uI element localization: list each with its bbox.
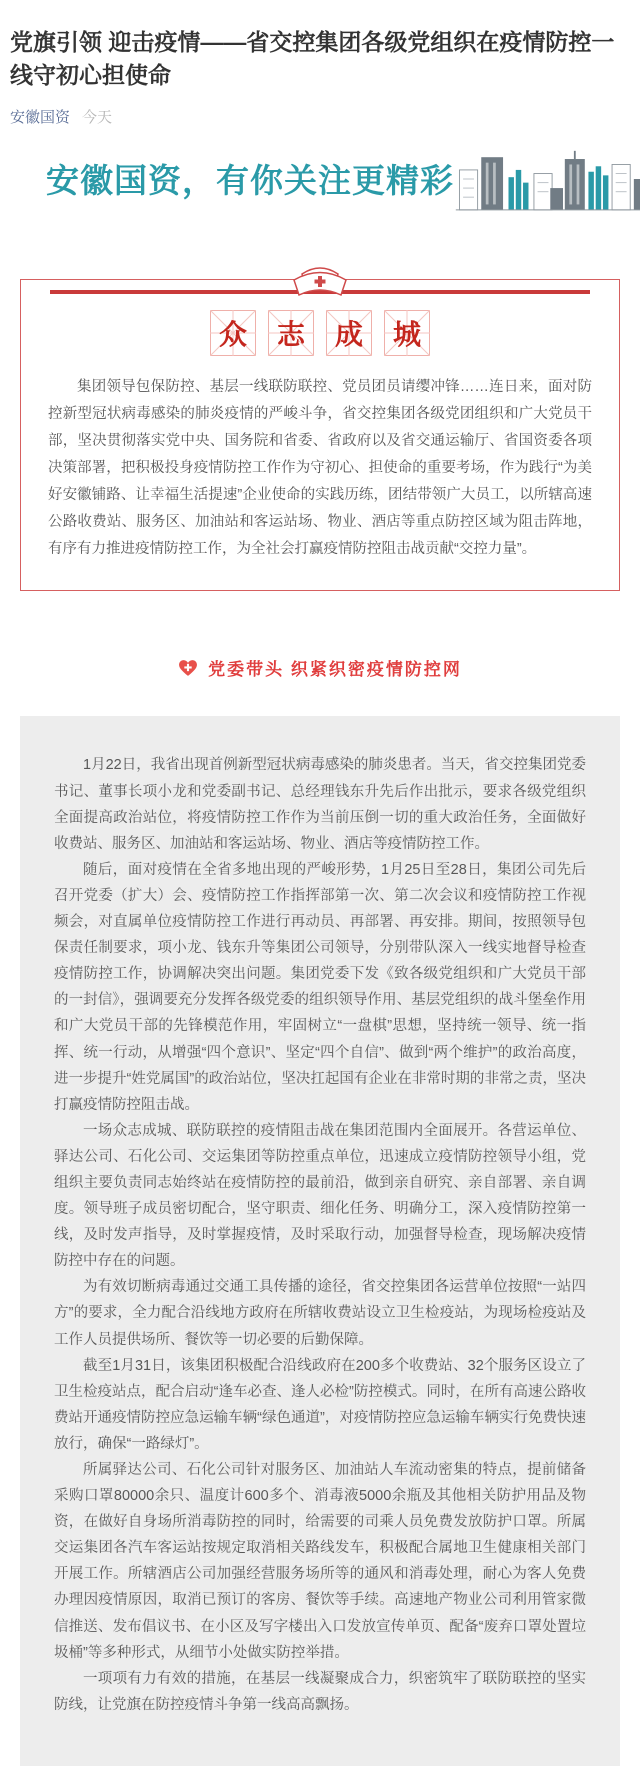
motto-char-cell [268, 310, 314, 356]
article-paragraph: 一场众志成城、联防联控的疫情阻击战在集团范围内全面展开。各营运单位、驿达公司、石化公司、交运集团等防控重点单位，迅速成立疫情防控领导小组，党组织主要负责同志始终站在疫情防控的最前沿，做到亲自研究、亲自部署、亲自调度。领导班子成员密切配合，坚守职责、细化任务、明确分工，深入疫情防控第一线，及时发声指导，及时掌握疫情，及时采取行动，加强督导检查，现场解决疫情防控中存在的问题。 [54, 1122, 586, 1270]
article-paragraph: 为有效切断病毒通过交通工具传播的途径，省交控集团各运营单位按照“一站四方”的要求，全力配合沿线地方政府在所辖收费站设立卫生检疫站，为现场检疫站及工作人员提供场所、餐饮等一切必要的后勤保障。 [54, 1279, 586, 1348]
motto-char: 成 [334, 319, 363, 351]
banner-image [8, 143, 632, 215]
publish-date: 今天 [82, 108, 113, 126]
motto-char-cell [384, 310, 430, 356]
nurse-cap-icon [285, 258, 355, 298]
motto-box-paragraph: 集团领导包保防控、基层一线联防联控、党员团员请缨冲锋……连日来，面对防控新型冠状病毒感染的肺炎疫情的严峻斗争，省交控集团各级党团组织和广大党员干部，坚决贯彻落实党中央、国务院和省委、省政府以及省交通运输厅、省国资委各项决策部署，把积极投身疫情防控工作作为守初心、担使命的重要考场，作为践行“为美好安徽铺路、让幸福生活提速”企业使命的实践历练，团结带领广大员工，以所辖高速公路收费站、服务区、加油站和客运站场、物业、酒店等重点防控区域为阻击阵地，有序有力推进疫情防控工作，为全社会打赢疫情防控阻击战贡献“交控力量”。 [48, 378, 592, 557]
article-paragraph: 随后，面对疫情在全省多地出现的严峻形势，1月25日至28日，集团公司先后召开党委（扩大）会、疫情防控工作指挥部第一次、第二次会议和疫情防控工作视频会，对直属单位疫情防控工作进行再动员、再部署、再安排。期间，按照领导包保责任制要求，项小龙、钱东升等集团公司领导，分别带队深入一线实地督导检查疫情防控工作，协调解决突出问题。集团党委下发《致各级党组织和广大党员干部的一封信》，强调要充分发挥各级党委的组织领导作用、基层党组织的战斗堡垒作用和广大党员干部的先锋模范作用，牢固树立“一盘棋”思想，坚持统一领导、统一指挥、统一行动，从增强“四个意识”、坚定“四个自信”、做到“两个维护”的政治高度，进一步提升“姓党属国”的政治站位，坚决扛起国有企业在非常时期的非常之责，坚决打赢疫情防控阻击战。 [54, 861, 586, 1113]
motto-char-cell [210, 310, 256, 356]
heart-icon [178, 659, 198, 677]
banner-slogan: 安徽国资，有你关注更精彩 [46, 162, 454, 200]
motto-box [20, 279, 620, 592]
article-body-box [20, 716, 620, 1765]
motto-char: 城 [392, 319, 421, 351]
article-title: 党旗引领 迎击疫情——省交控集团各级党组织在疫情防控一线守初心担使命 [10, 29, 615, 89]
motto-char: 众 [218, 319, 247, 351]
article-paragraph: 1月22日，我省出现首例新型冠状病毒感染的肺炎患者。当天，省交控集团党委书记、董事长项小龙和党委副书记、总经理钱东升先后作出批示，要求各级党组织全面提高政治站位，将疫情防控工作作为当前压倒一切的重大政治任务，全面做好收费站、服务区、加油站和客运站场、物业、酒店等疫情防控工作。 [54, 757, 586, 852]
article-paragraph: 所属驿达公司、石化公司针对服务区、加油站人车流动密集的特点，提前储备采购口罩80000余只、温度计600多个、消毒液5000余瓶及其他相关防护用品及物资，在做好自身场所消毒防控的同时，给需要的司乘人员免费发放防护口罩。所属交运集团各汽车客运站按规定取消相关路线发车，积极配合属地卫生健康相关部门开展工作。所辖酒店公司加强经营服务场所等的通风和消毒处理，耐心为客人免费办理因疫情原因，取消已预订的客房、餐饮等手续。高速地产物业公司利用管家微信推送、发布倡议书、在小区及写字楼出入口发放宣传单页、配备“废弃口罩处置垃圾桶”等多种形式，从细节小处做实防控举措。 [54, 1462, 586, 1661]
motto-title [48, 310, 592, 356]
section-heading-text: 党委带头 织紧织密疫情防控网 [208, 660, 462, 680]
city-skyline-illustration [454, 146, 640, 212]
account-name-link[interactable]: 安徽国资 [10, 108, 71, 126]
byline [10, 106, 630, 127]
motto-char-cell [326, 310, 372, 356]
section-heading [0, 655, 640, 680]
article-paragraph: 一项项有力有效的措施，在基层一线凝聚成合力，织密筑牢了联防联控的坚实防线，让党旗在防控疫情斗争第一线高高飘扬。 [54, 1670, 586, 1713]
article-paragraph: 截至1月31日，该集团积极配合沿线政府在200多个收费站、32个服务区设立了卫生检疫站点，配合启动“逢车必查、逢人必检”防控模式。同时，在所有高速公路收费站开通疫情防控应急运输车辆“绿色通道”，对疫情防控应急运输车辆实行免费快速放行，确保“一路绿灯”。 [54, 1357, 586, 1452]
motto-char: 志 [276, 319, 305, 351]
